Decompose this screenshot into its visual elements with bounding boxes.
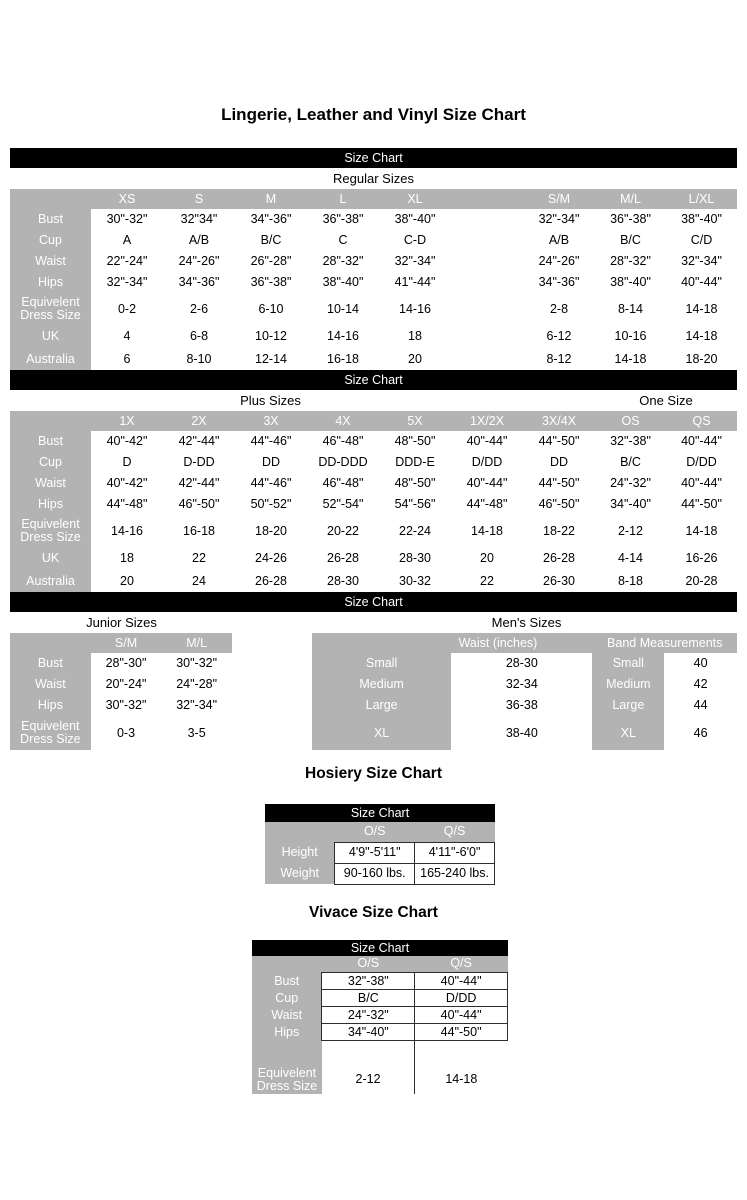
cell: 22	[163, 547, 235, 570]
column-header: M	[235, 189, 307, 209]
cell: 14-18	[666, 515, 737, 547]
cell: 14-16	[307, 325, 379, 348]
size-chart-bar-vivace: Size Chart	[252, 940, 508, 956]
cell: 24"-32"	[595, 473, 666, 494]
cell: 20	[379, 348, 451, 370]
cell: B/C	[595, 452, 666, 473]
cell: 32"-38"	[322, 973, 415, 990]
table-row	[10, 293, 737, 325]
row-label	[252, 1041, 322, 1066]
mens-sizes-heading: Men's Sizes	[491, 615, 562, 630]
row-label: Medium	[592, 674, 664, 695]
row-label: Equivelent Dress Size	[10, 515, 91, 547]
cell: 24"-32"	[322, 1007, 415, 1024]
table-row	[10, 716, 232, 750]
cell: 4	[91, 325, 163, 348]
column-header: 5X	[379, 411, 451, 431]
table-row	[10, 452, 737, 473]
row-label: Medium	[312, 674, 451, 695]
cell: 42	[664, 674, 737, 695]
cell: 28"-32"	[307, 251, 379, 272]
cell: 44"-50"	[415, 1024, 508, 1041]
column-header: OS	[595, 411, 666, 431]
cell: 26-28	[307, 547, 379, 570]
cell: 30"-32"	[91, 209, 163, 230]
cell: 44"-50"	[666, 494, 737, 515]
junior-sizes-heading: Junior Sizes	[86, 615, 157, 630]
cell: 46"-48"	[307, 431, 379, 452]
cell: 22-24	[379, 515, 451, 547]
table-row	[252, 1024, 508, 1041]
table-header-row	[252, 956, 508, 973]
row-label: Hips	[10, 695, 91, 716]
table-row	[10, 230, 737, 251]
cell: 44"-48"	[451, 494, 523, 515]
row-label: Large	[592, 695, 664, 716]
table-row	[252, 990, 508, 1007]
table-row	[10, 653, 232, 674]
cell: 14-16	[379, 293, 451, 325]
table-row	[312, 695, 737, 716]
table-row	[312, 716, 737, 750]
cell: 34"-40"	[322, 1024, 415, 1041]
cell	[451, 251, 523, 272]
row-label: Cup	[10, 230, 91, 251]
column-header: Waist (inches)	[404, 633, 593, 653]
cell: DD	[523, 452, 595, 473]
row-label: Bust	[10, 653, 91, 674]
cell: 26-30	[523, 570, 595, 592]
table-row	[252, 1007, 508, 1024]
cell: 90-160 lbs.	[335, 863, 415, 884]
cell: 40"-44"	[666, 473, 737, 494]
row-label: Waist	[10, 473, 91, 494]
column-header: XL	[379, 189, 451, 209]
cell: 10-14	[307, 293, 379, 325]
size-table	[312, 633, 737, 750]
cell: 24-26	[235, 547, 307, 570]
column-header: 3X/4X	[523, 411, 595, 431]
row-label: Australia	[10, 348, 91, 370]
hosiery-section-title: Hosiery Size Chart	[305, 765, 442, 782]
cell: 16-18	[307, 348, 379, 370]
cell: 28-30	[379, 547, 451, 570]
cell: B/C	[322, 990, 415, 1007]
column-header: O/S	[322, 956, 415, 973]
plus-sizes-heading: Plus Sizes	[240, 393, 301, 408]
row-label: Equivelent Dress Size	[252, 1066, 322, 1094]
cell: B/C	[235, 230, 307, 251]
cell: 41"-44"	[379, 272, 451, 293]
row-label: Waist	[252, 1007, 322, 1024]
vivace-size-chart-block	[252, 940, 508, 1094]
cell: 36"-38"	[595, 209, 666, 230]
cell: 6-12	[523, 325, 595, 348]
column-header: Q/S	[415, 822, 495, 842]
cell	[322, 1041, 415, 1066]
row-label: XL	[592, 716, 664, 750]
cell: 42"-44"	[163, 473, 235, 494]
column-header: XS	[91, 189, 163, 209]
cell: 4'11"-6'0"	[415, 842, 495, 863]
plus-one-size-headings	[10, 390, 737, 411]
cell: 48"-50"	[379, 473, 451, 494]
column-header	[252, 956, 322, 973]
cell: 8-18	[595, 570, 666, 592]
cell: 36"-38"	[235, 272, 307, 293]
regular-sizes-heading: Regular Sizes	[333, 171, 414, 186]
cell: 52"-54"	[307, 494, 379, 515]
cell: 3-5	[161, 716, 232, 750]
row-label: Equivelent Dress Size	[10, 716, 91, 750]
regular-sizes-table	[10, 189, 737, 370]
row-label: XL	[312, 716, 451, 750]
hosiery-size-table	[265, 822, 495, 885]
cell: DD	[235, 452, 307, 473]
table-row	[10, 494, 737, 515]
cell: 34"-36"	[523, 272, 595, 293]
table-header-row	[10, 411, 737, 431]
cell	[451, 293, 523, 325]
cell: 54"-56"	[379, 494, 451, 515]
cell: 28-30	[307, 570, 379, 592]
cell: D/DD	[415, 990, 508, 1007]
cell: 8-10	[163, 348, 235, 370]
cell: 50"-52"	[235, 494, 307, 515]
column-header: M/L	[595, 189, 666, 209]
table-row	[10, 695, 232, 716]
cell: 44	[664, 695, 737, 716]
column-header: L	[307, 189, 379, 209]
table-row	[312, 674, 737, 695]
cell: 18	[91, 547, 163, 570]
cell: 46	[664, 716, 737, 750]
plus-sizes-table	[10, 411, 737, 592]
size-chart-bar-junior-mens: Size Chart	[10, 592, 737, 612]
hosiery-size-chart-block	[265, 804, 495, 885]
row-label: Bust	[10, 209, 91, 230]
size-chart-bar-regular: Size Chart	[10, 148, 737, 168]
main-size-chart-block	[10, 148, 737, 750]
table-row	[10, 515, 737, 547]
cell	[451, 325, 523, 348]
cell: 30"-32"	[161, 653, 232, 674]
row-label: Equivelent Dress Size	[10, 293, 91, 325]
cell: 38"-40"	[666, 209, 737, 230]
cell: 46"-50"	[163, 494, 235, 515]
column-header: Band Measurements	[592, 633, 737, 653]
table-row	[265, 842, 495, 863]
cell: 38"-40"	[379, 209, 451, 230]
junior-mens-headings	[10, 612, 737, 633]
cell: 32"-34"	[91, 272, 163, 293]
cell	[451, 230, 523, 251]
cell: 6	[91, 348, 163, 370]
cell: 24"-26"	[163, 251, 235, 272]
cell: 2-12	[595, 515, 666, 547]
cell: 26-28	[235, 570, 307, 592]
table-row	[10, 209, 737, 230]
cell	[451, 272, 523, 293]
cell: 38"-40"	[595, 272, 666, 293]
cell: 0-3	[91, 716, 162, 750]
cell: D/DD	[666, 452, 737, 473]
cell: 10-16	[595, 325, 666, 348]
cell: 14-18	[666, 325, 737, 348]
size-table	[10, 189, 737, 370]
cell: D	[91, 452, 163, 473]
cell: 2-6	[163, 293, 235, 325]
column-header: QS	[666, 411, 737, 431]
cell: 44"-46"	[235, 431, 307, 452]
cell: 38-40	[451, 716, 592, 750]
row-label: Australia	[10, 570, 91, 592]
cell: 48"-50"	[379, 431, 451, 452]
cell: 20	[91, 570, 163, 592]
table-row	[10, 348, 737, 370]
cell: 34"-40"	[595, 494, 666, 515]
cell: 30-32	[379, 570, 451, 592]
cell: 32"34"	[163, 209, 235, 230]
row-label: Cup	[10, 452, 91, 473]
size-table	[10, 411, 737, 592]
vivace-section-title: Vivace Size Chart	[309, 903, 438, 921]
cell: 24	[163, 570, 235, 592]
cell: 44"-48"	[91, 494, 163, 515]
cell: 24"-28"	[161, 674, 232, 695]
row-label: Hips	[252, 1024, 322, 1041]
table-header-row	[10, 633, 232, 653]
row-label: Waist	[10, 251, 91, 272]
cell: 38"-40"	[307, 272, 379, 293]
cell: 34"-36"	[235, 209, 307, 230]
row-label: Small	[592, 653, 664, 674]
size-chart-bar-plus: Size Chart	[10, 370, 737, 390]
cell: 2-12	[322, 1066, 415, 1094]
cell: 32"-34"	[379, 251, 451, 272]
cell: 14-18	[595, 348, 666, 370]
cell: 20-22	[307, 515, 379, 547]
cell: 8-14	[595, 293, 666, 325]
cell: 22"-24"	[91, 251, 163, 272]
junior-sizes-table	[10, 633, 232, 750]
page-title: Lingerie, Leather and Vinyl Size Chart	[221, 105, 526, 124]
size-table	[252, 956, 508, 1094]
cell: 10-12	[235, 325, 307, 348]
cell: 20	[451, 547, 523, 570]
cell: 40"-44"	[666, 272, 737, 293]
column-header: 1X	[91, 411, 163, 431]
table-row	[10, 272, 737, 293]
size-table	[265, 822, 495, 885]
row-label: Bust	[252, 973, 322, 990]
column-header: L/XL	[666, 189, 737, 209]
cell: A/B	[523, 230, 595, 251]
cell: 2-8	[523, 293, 595, 325]
cell: 32"-34"	[666, 251, 737, 272]
cell: 18-22	[523, 515, 595, 547]
table-row	[10, 674, 232, 695]
column-header	[265, 822, 335, 842]
cell: 30"-32"	[91, 695, 162, 716]
vivace-size-table	[252, 956, 508, 1094]
table-row	[252, 973, 508, 990]
cell: 32"-38"	[595, 431, 666, 452]
cell: 4'9"-5'11"	[335, 842, 415, 863]
cell: 14-18	[666, 293, 737, 325]
cell: 28"-30"	[91, 653, 162, 674]
cell: 14-18	[415, 1066, 508, 1094]
table-row	[10, 251, 737, 272]
cell: D-DD	[163, 452, 235, 473]
cell: 8-12	[523, 348, 595, 370]
cell: 26-28	[523, 547, 595, 570]
column-header	[451, 189, 523, 209]
cell: 12-14	[235, 348, 307, 370]
column-header: S/M	[523, 189, 595, 209]
row-label: UK	[10, 547, 91, 570]
cell: 40"-44"	[451, 473, 523, 494]
cell: 28-30	[451, 653, 592, 674]
size-table	[10, 633, 232, 750]
cell: 46"-50"	[523, 494, 595, 515]
column-header: 4X	[307, 411, 379, 431]
table-row	[252, 1066, 508, 1094]
row-label: Hips	[10, 272, 91, 293]
cell: 18-20	[235, 515, 307, 547]
row-label: UK	[10, 325, 91, 348]
cell: 20-28	[666, 570, 737, 592]
table-header-row	[312, 633, 737, 653]
cell: D/DD	[451, 452, 523, 473]
cell: 40"-44"	[415, 1007, 508, 1024]
cell: C	[307, 230, 379, 251]
cell: 4-14	[595, 547, 666, 570]
column-header: S	[163, 189, 235, 209]
column-header	[10, 411, 91, 431]
cell: 6-8	[163, 325, 235, 348]
cell: 28"-32"	[595, 251, 666, 272]
cell: 36"-38"	[307, 209, 379, 230]
row-label: Weight	[265, 863, 335, 884]
cell: 26"-28"	[235, 251, 307, 272]
table-row	[265, 863, 495, 884]
table-row	[10, 473, 737, 494]
cell: 40"-42"	[91, 473, 163, 494]
column-header: 2X	[163, 411, 235, 431]
cell: 0-2	[91, 293, 163, 325]
row-label: Large	[312, 695, 451, 716]
cell: 42"-44"	[163, 431, 235, 452]
table-row	[10, 570, 737, 592]
cell: A/B	[163, 230, 235, 251]
cell: 24"-26"	[523, 251, 595, 272]
cell: B/C	[595, 230, 666, 251]
cell: A	[91, 230, 163, 251]
row-label: Hips	[10, 494, 91, 515]
column-header: M/L	[161, 633, 232, 653]
table-row	[10, 325, 737, 348]
column-header: 3X	[235, 411, 307, 431]
column-header: 1X/2X	[451, 411, 523, 431]
table-row	[10, 547, 737, 570]
cell: 14-16	[91, 515, 163, 547]
cell	[415, 1041, 508, 1066]
cell: 40"-44"	[666, 431, 737, 452]
cell: 36-38	[451, 695, 592, 716]
table-row	[312, 653, 737, 674]
cell: 16-26	[666, 547, 737, 570]
table-header-row	[265, 822, 495, 842]
cell: 165-240 lbs.	[415, 863, 495, 884]
row-label: Bust	[10, 431, 91, 452]
column-header	[312, 633, 404, 653]
cell: 40"-44"	[415, 973, 508, 990]
mens-sizes-table	[312, 633, 737, 750]
cell	[451, 209, 523, 230]
cell: 44"-46"	[235, 473, 307, 494]
column-header: S/M	[91, 633, 162, 653]
cell: 32"-34"	[523, 209, 595, 230]
cell: 18-20	[666, 348, 737, 370]
cell: 40"-44"	[451, 431, 523, 452]
cell: DD-DDD	[307, 452, 379, 473]
cell: 20"-24"	[91, 674, 162, 695]
table-row	[10, 431, 737, 452]
cell: 32"-34"	[161, 695, 232, 716]
row-label: Cup	[252, 990, 322, 1007]
cell: 22	[451, 570, 523, 592]
column-header	[10, 189, 91, 209]
row-label: Small	[312, 653, 451, 674]
cell: 40	[664, 653, 737, 674]
cell: DDD-E	[379, 452, 451, 473]
cell: C/D	[666, 230, 737, 251]
table-row	[252, 1041, 508, 1066]
cell: C-D	[379, 230, 451, 251]
row-label: Height	[265, 842, 335, 863]
table-header-row	[10, 189, 737, 209]
cell: 32-34	[451, 674, 592, 695]
cell: 18	[379, 325, 451, 348]
cell: 6-10	[235, 293, 307, 325]
cell: 14-18	[451, 515, 523, 547]
column-header	[10, 633, 91, 653]
cell: 40"-42"	[91, 431, 163, 452]
cell: 16-18	[163, 515, 235, 547]
cell: 34"-36"	[163, 272, 235, 293]
one-size-heading: One Size	[639, 393, 693, 408]
junior-mens-tables-row	[10, 633, 737, 750]
column-header: Q/S	[415, 956, 508, 973]
cell: 44"-50"	[523, 473, 595, 494]
column-header: O/S	[335, 822, 415, 842]
size-chart-bar-hosiery: Size Chart	[265, 804, 495, 822]
cell: 44"-50"	[523, 431, 595, 452]
cell	[451, 348, 523, 370]
row-label: Waist	[10, 674, 91, 695]
cell: 46"-48"	[307, 473, 379, 494]
